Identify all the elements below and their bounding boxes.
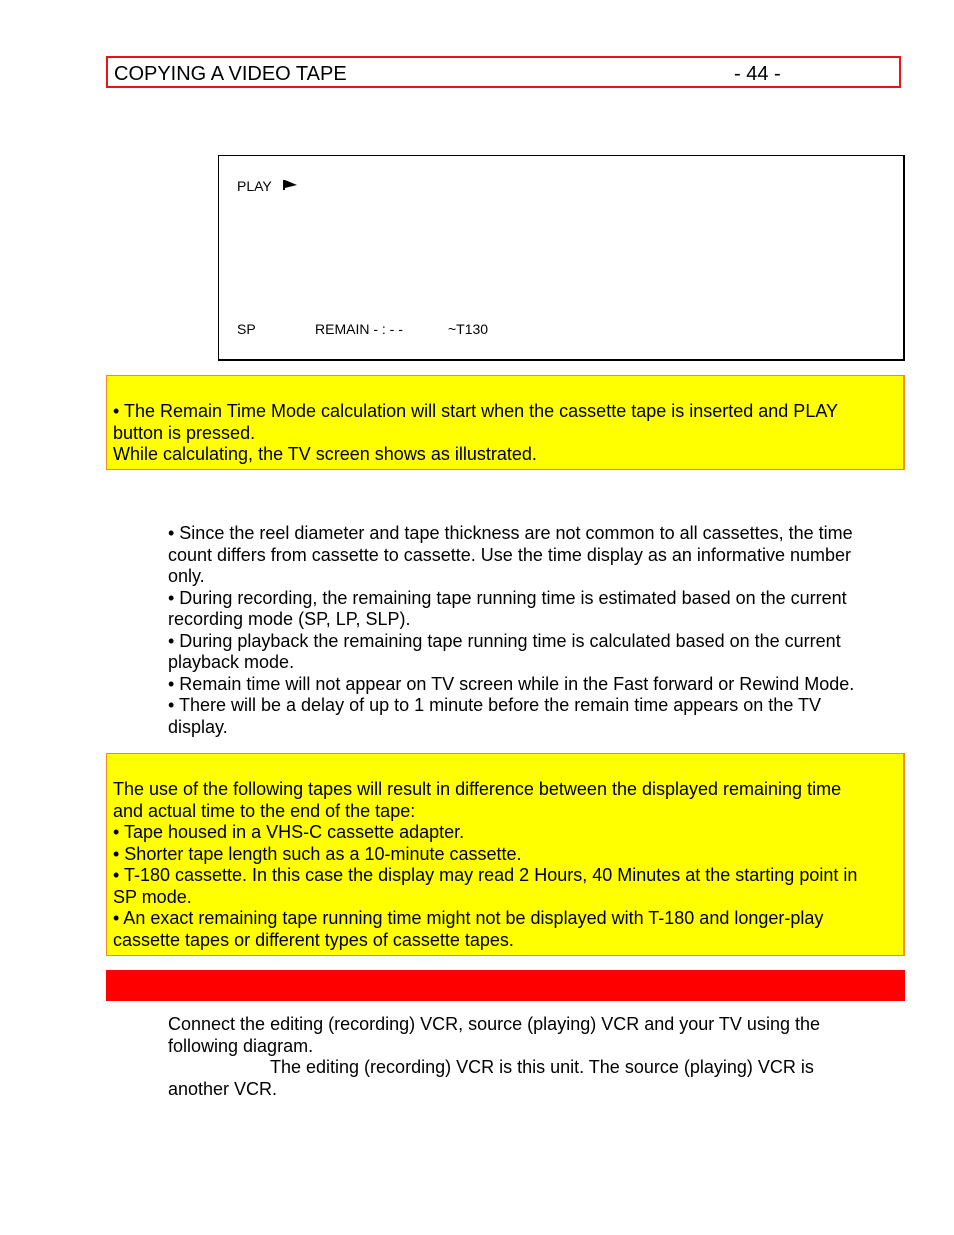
list-item: • Remain time will not appear on TV screen while in the Fast forward or Rewind Mode. [168, 673, 855, 694]
instruction-line: The editing (recording) VCR is this unit. The source (playing) VCR is [270, 1057, 814, 1077]
instruction-line: Connect the editing (recording) VCR, source (playing) VCR and your TV using the [168, 1014, 820, 1034]
list-item: recording mode (SP, LP, SLP). [168, 609, 411, 629]
remain-time-notes-list [168, 523, 898, 738]
note-line: • Tape housed in a VHS-C cassette adapter. [113, 822, 465, 842]
section-heading-bar [106, 970, 905, 1001]
osd-speed-label: SP [237, 321, 256, 337]
note-line: While calculating, the TV screen shows as illustrated. [113, 444, 537, 464]
list-item: • During recording, the remaining tape running time is estimated based on the current [168, 587, 847, 608]
note-line: • Shorter tape length such as a 10-minute cassette. [113, 843, 522, 864]
note-line: • T-180 cassette. In this case the display may read 2 Hours, 40 Minutes at the starting point in [113, 865, 858, 885]
note-line: • The Remain Time Mode calculation will start when the cassette tape is inserted and PLAY [113, 401, 839, 421]
tv-screen-illustration [218, 155, 905, 361]
list-item: display. [168, 716, 228, 737]
note-line: • An exact remaining tape running time might not be displayed with T-180 and longer-play [113, 908, 824, 928]
note-line: button is pressed. [113, 422, 256, 443]
instruction-line: another VCR. [168, 1078, 278, 1099]
play-arrow-icon [283, 180, 297, 190]
page-number: - 44 - [734, 63, 781, 85]
page-header [106, 56, 901, 88]
osd-play-label: PLAY [237, 178, 272, 194]
list-item: count differs from cassette to cassette. Use the time display as an informative number [168, 544, 851, 565]
note-box-tape-differences [106, 753, 905, 956]
list-item: • Since the reel diameter and tape thickness are not common to all cassettes, the time [168, 523, 853, 543]
osd-tape-length: ~T130 [448, 321, 489, 337]
list-item: • There will be a delay of up to 1 minute before the remain time appears on the TV [168, 695, 822, 715]
osd-remain-label: REMAIN - : - - [315, 321, 403, 337]
note-box-remain-time [106, 375, 905, 470]
note-line: The use of the following tapes will result in difference between the displayed remaining time [113, 779, 842, 799]
list-item: playback mode. [168, 652, 295, 672]
connection-instructions [168, 1014, 898, 1100]
instruction-line: following diagram. [168, 1035, 314, 1056]
list-item: only. [168, 566, 205, 586]
note-line: SP mode. [113, 886, 192, 907]
note-line: and actual time to the end of the tape: [113, 800, 416, 821]
note-line: cassette tapes or different types of cassette tapes. [113, 929, 514, 950]
page-title: COPYING A VIDEO TAPE [114, 63, 347, 85]
list-item: • During playback the remaining tape running time is calculated based on the current [168, 630, 841, 651]
